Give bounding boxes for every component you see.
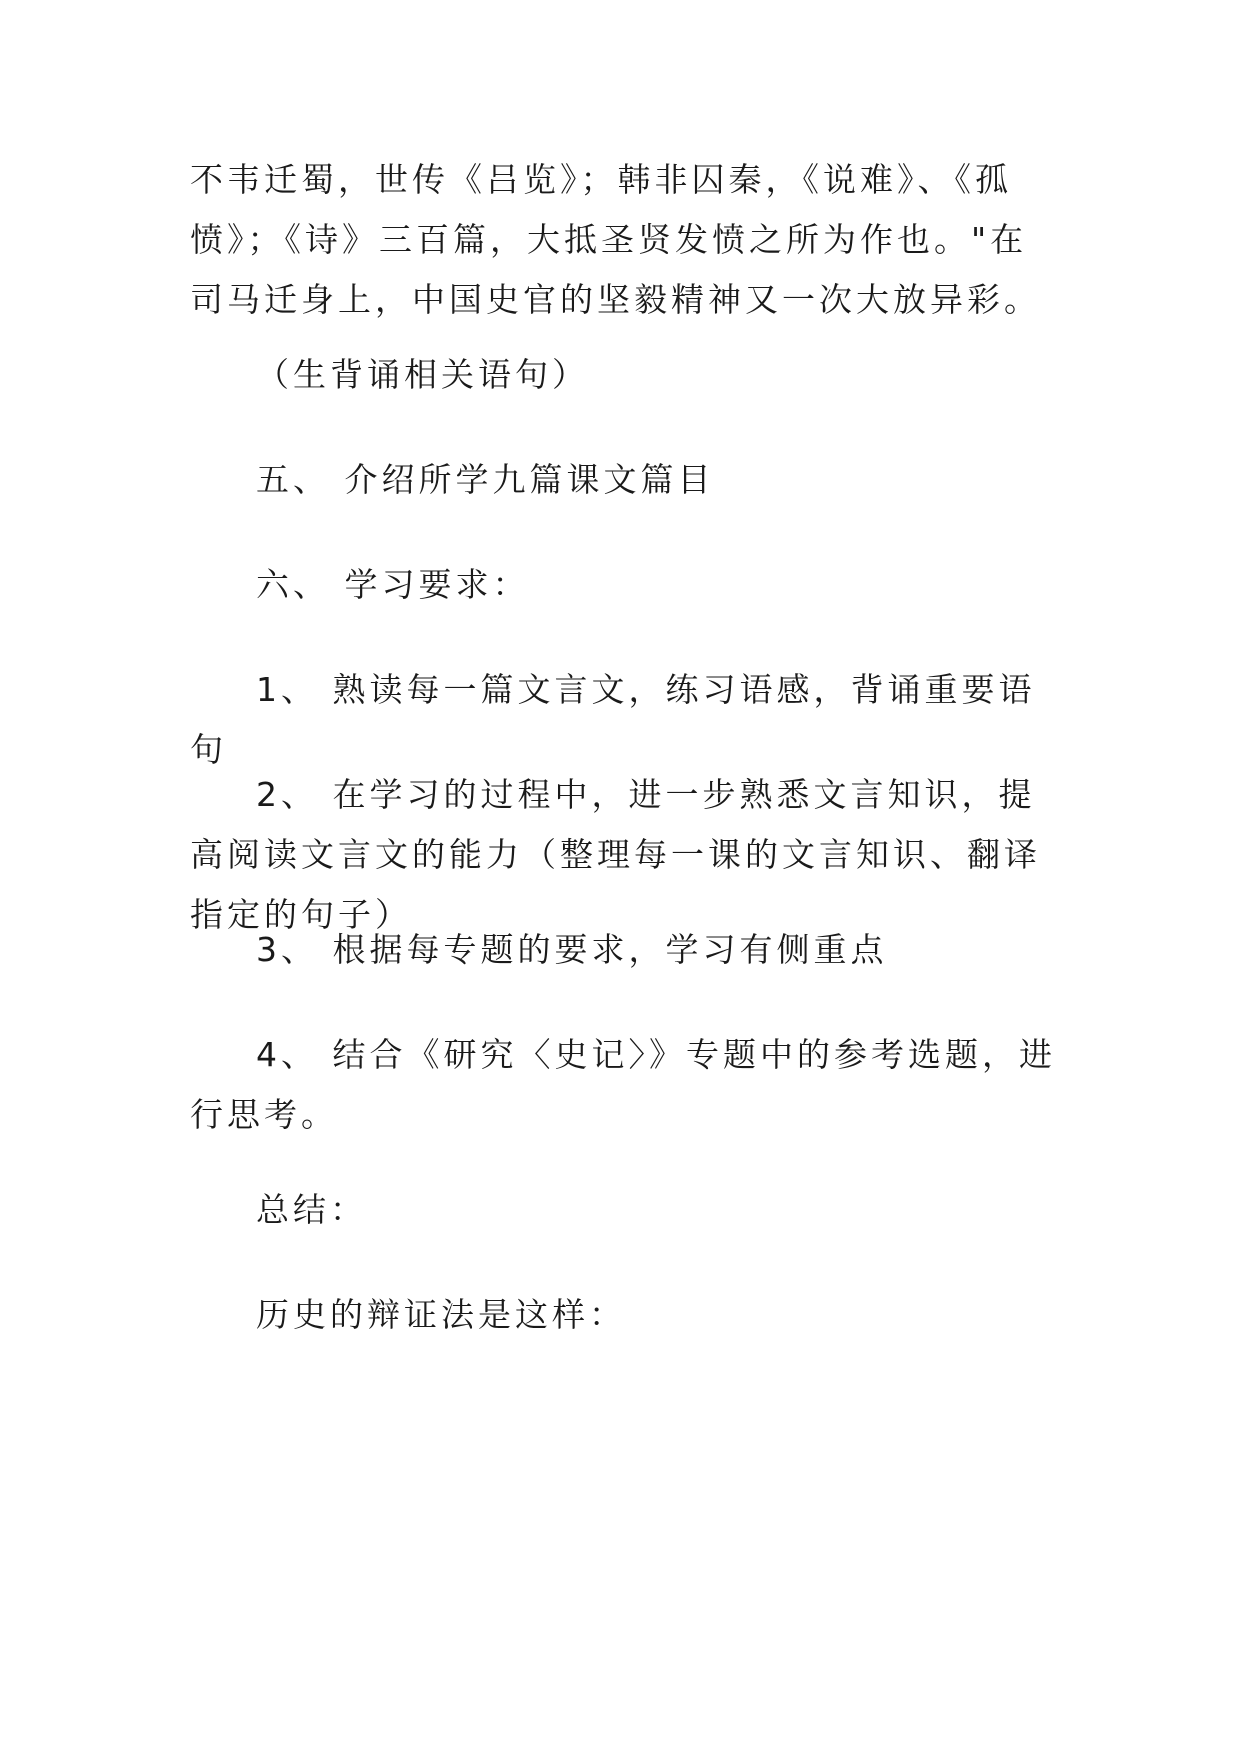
requirement-item-1: 1、 熟读每一篇文言文，练习语感，背诵重要语句 — [190, 670, 1036, 769]
paragraph-dialectics: 历史的辩证法是这样： — [256, 1295, 626, 1334]
paragraph-recite: （生背诵相关语句） — [256, 355, 589, 394]
heading-summary: 总结： — [256, 1190, 367, 1229]
paragraph-sima-qian: 不韦迁蜀，世传《吕览》；韩非囚秦，《说难》、《孤愤》；《诗》三百篇，大抵圣贤发愤之所为作也。"在司马迁身上，中国史官的坚毅精神又一次大放异彩。 — [190, 160, 1041, 319]
heading-section-six: 六、 学习要求： — [256, 565, 530, 604]
requirement-item-4: 4、 结合《研究〈史记〉》专题中的参考选题，进行思考。 — [190, 1035, 1056, 1134]
heading-section-five: 五、 介绍所学九篇课文篇目 — [256, 460, 715, 499]
requirement-item-2: 2、 在学习的过程中，进一步熟悉文言知识，提高阅读文言文的能力（整理每一课的文言知识、翻译指定的句子） — [190, 775, 1041, 934]
requirement-item-3: 3、 根据每专题的要求，学习有侧重点 — [256, 930, 888, 969]
